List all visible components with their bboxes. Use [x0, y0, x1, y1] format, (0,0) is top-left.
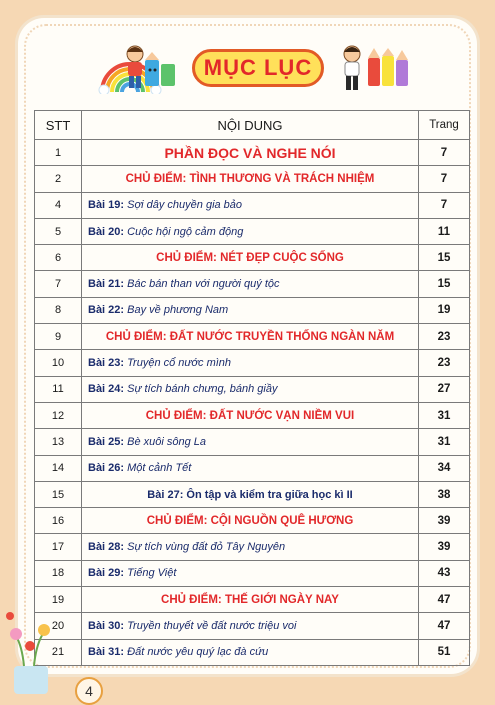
lesson-number: Bài 24:: [88, 383, 125, 396]
row-page: 39: [419, 508, 470, 534]
toc-body: [35, 140, 470, 666]
lesson-title: Cuộc hội ngộ cảm động: [127, 225, 244, 238]
row-content: [82, 192, 419, 218]
table-row: [35, 402, 470, 428]
table-row: [35, 297, 470, 323]
pencil-character-icon: [143, 52, 179, 90]
header-page: Trang: [419, 111, 470, 140]
table-row: [35, 324, 470, 350]
row-stt: 18: [35, 560, 82, 586]
theme-title: THẾ GIỚI NGÀY NAY: [224, 593, 339, 606]
row-content: [82, 613, 419, 639]
table-row: [35, 560, 470, 586]
lesson-title: Bác bán than với người quý tộc: [127, 278, 280, 291]
row-page: 31: [419, 402, 470, 428]
table-row: [35, 350, 470, 376]
row-stt: 2: [35, 166, 82, 192]
header-content: NỘI DUNG: [82, 111, 419, 140]
lesson-title: Sợi dây chuyền gia bảo: [127, 199, 243, 212]
row-stt: 13: [35, 429, 82, 455]
row-content: [82, 429, 419, 455]
theme-prefix: CHỦ ĐIỂM:: [156, 251, 217, 264]
row-content: [82, 639, 419, 665]
table-row: [35, 534, 470, 560]
row-stt: 9: [35, 324, 82, 350]
row-stt: 8: [35, 297, 82, 323]
lesson-number: Bài 29:: [88, 567, 125, 580]
table-row: [35, 587, 470, 613]
row-content: [82, 166, 419, 192]
row-page: 39: [419, 534, 470, 560]
page-number: 4: [75, 677, 103, 705]
row-page: 43: [419, 560, 470, 586]
row-content: [82, 455, 419, 481]
lesson-number: Bài 20:: [88, 225, 125, 238]
row-page: 15: [419, 271, 470, 297]
row-page: 7: [419, 166, 470, 192]
row-stt: 6: [35, 245, 82, 271]
row-stt: 21: [35, 639, 82, 665]
row-content: [82, 587, 419, 613]
kid-icon: [337, 44, 367, 92]
row-page: 38: [419, 481, 470, 507]
theme-prefix: CHỦ ĐIỂM:: [145, 409, 207, 422]
table-row: [35, 613, 470, 639]
table-row: [35, 455, 470, 481]
table-row: [35, 140, 470, 166]
theme-prefix: CHỦ ĐIỂM:: [125, 172, 187, 185]
theme-title: ĐẤT NƯỚC TRUYỀN THỐNG NGÀN NĂM: [169, 330, 395, 343]
row-content: [82, 297, 419, 323]
theme-prefix: CHỦ ĐIỂM:: [146, 514, 208, 527]
theme-title: NÉT ĐẸP CUỘC SỐNG: [220, 251, 344, 264]
row-content: PHẦN ĐỌC VÀ NGHE NÓI: [82, 140, 419, 166]
row-stt: 17: [35, 534, 82, 560]
row-page: 7: [419, 192, 470, 218]
lesson-number: Bài 25:: [88, 435, 125, 448]
lesson-number: Bài 22:: [88, 304, 125, 317]
row-content: [82, 534, 419, 560]
row-page: 34: [419, 455, 470, 481]
theme-prefix: CHỦ ĐIỂM:: [105, 330, 167, 343]
row-stt: 4: [35, 192, 82, 218]
row-stt: 16: [35, 508, 82, 534]
lesson-title: Bay về phương Nam: [127, 304, 229, 317]
row-page: 23: [419, 324, 470, 350]
table-row: [35, 376, 470, 402]
row-stt: 12: [35, 402, 82, 428]
pencil-character-icon: [366, 48, 412, 88]
row-content: [82, 560, 419, 586]
lesson-number: Bài 26:: [88, 462, 125, 475]
lesson-number: Bài 23:: [88, 357, 125, 370]
table-row: [35, 218, 470, 244]
table-row: [35, 639, 470, 665]
row-stt: 5: [35, 218, 82, 244]
row-content: [82, 271, 419, 297]
row-stt: 19: [35, 587, 82, 613]
row-stt: 14: [35, 455, 82, 481]
row-page: 27: [419, 376, 470, 402]
theme-title: TÌNH THƯƠNG VÀ TRÁCH NHIỆM: [189, 172, 375, 185]
row-content: [82, 402, 419, 428]
theme-title: CỘI NGUỒN QUÊ HƯƠNG: [210, 514, 354, 527]
lesson-title: Đất nước yêu quý lạc đà cứu: [127, 646, 269, 659]
row-page: 31: [419, 429, 470, 455]
lesson-title: Sự tích bánh chưng, bánh giầy: [127, 383, 278, 396]
lesson-title: Truyện cổ nước mình: [127, 357, 232, 370]
theme-title: ĐẤT NƯỚC VẠN NIỀM VUI: [209, 409, 355, 422]
row-stt: 10: [35, 350, 82, 376]
row-page: 19: [419, 297, 470, 323]
table-row: [35, 508, 470, 534]
row-page: 7: [419, 140, 470, 166]
row-page: 47: [419, 613, 470, 639]
table-row: [35, 481, 470, 507]
row-page: 23: [419, 350, 470, 376]
lesson-number: Bài 21:: [88, 278, 125, 291]
row-stt: 15: [35, 481, 82, 507]
lesson-number: Bài 28:: [88, 541, 125, 554]
lesson-title: Một cảnh Tết: [127, 462, 192, 475]
theme-prefix: CHỦ ĐIỂM:: [161, 593, 222, 606]
row-stt: 1: [35, 140, 82, 166]
table-row: [35, 166, 470, 192]
row-page: 47: [419, 587, 470, 613]
header-stt: STT: [35, 111, 82, 140]
lesson-title: Truyền thuyết về đất nước triệu voi: [127, 619, 297, 632]
table-row: [35, 429, 470, 455]
lesson-number: Bài 30:: [88, 619, 125, 632]
table-header-row: [35, 111, 470, 140]
row-content: [82, 481, 419, 507]
lesson-number: Bài 31:: [88, 646, 125, 659]
row-stt: 11: [35, 376, 82, 402]
lesson-title: Tiếng Việt: [127, 567, 177, 580]
lesson-title: Sự tích vùng đất đỏ Tây Nguyên: [127, 541, 286, 554]
lesson-title: Ôn tập và kiểm tra giữa học kì II: [186, 488, 353, 501]
row-content: [82, 508, 419, 534]
flower-icon: [4, 606, 74, 696]
row-content: [82, 376, 419, 402]
row-content: [82, 350, 419, 376]
row-content: [82, 245, 419, 271]
lesson-number: Bài 19:: [88, 199, 125, 212]
toc-table: [34, 110, 470, 666]
table-row: [35, 245, 470, 271]
row-page: 15: [419, 245, 470, 271]
lesson-number: Bài 27:: [147, 488, 184, 501]
lesson-title: Bè xuôi sông La: [127, 435, 207, 448]
table-row: [35, 192, 470, 218]
row-content: [82, 324, 419, 350]
row-stt: 7: [35, 271, 82, 297]
table-row: [35, 271, 470, 297]
page-title: MỤC LỤC: [192, 49, 324, 87]
row-page: 51: [419, 639, 470, 665]
row-content: [82, 218, 419, 244]
row-page: 11: [419, 218, 470, 244]
row-stt: 20: [35, 613, 82, 639]
